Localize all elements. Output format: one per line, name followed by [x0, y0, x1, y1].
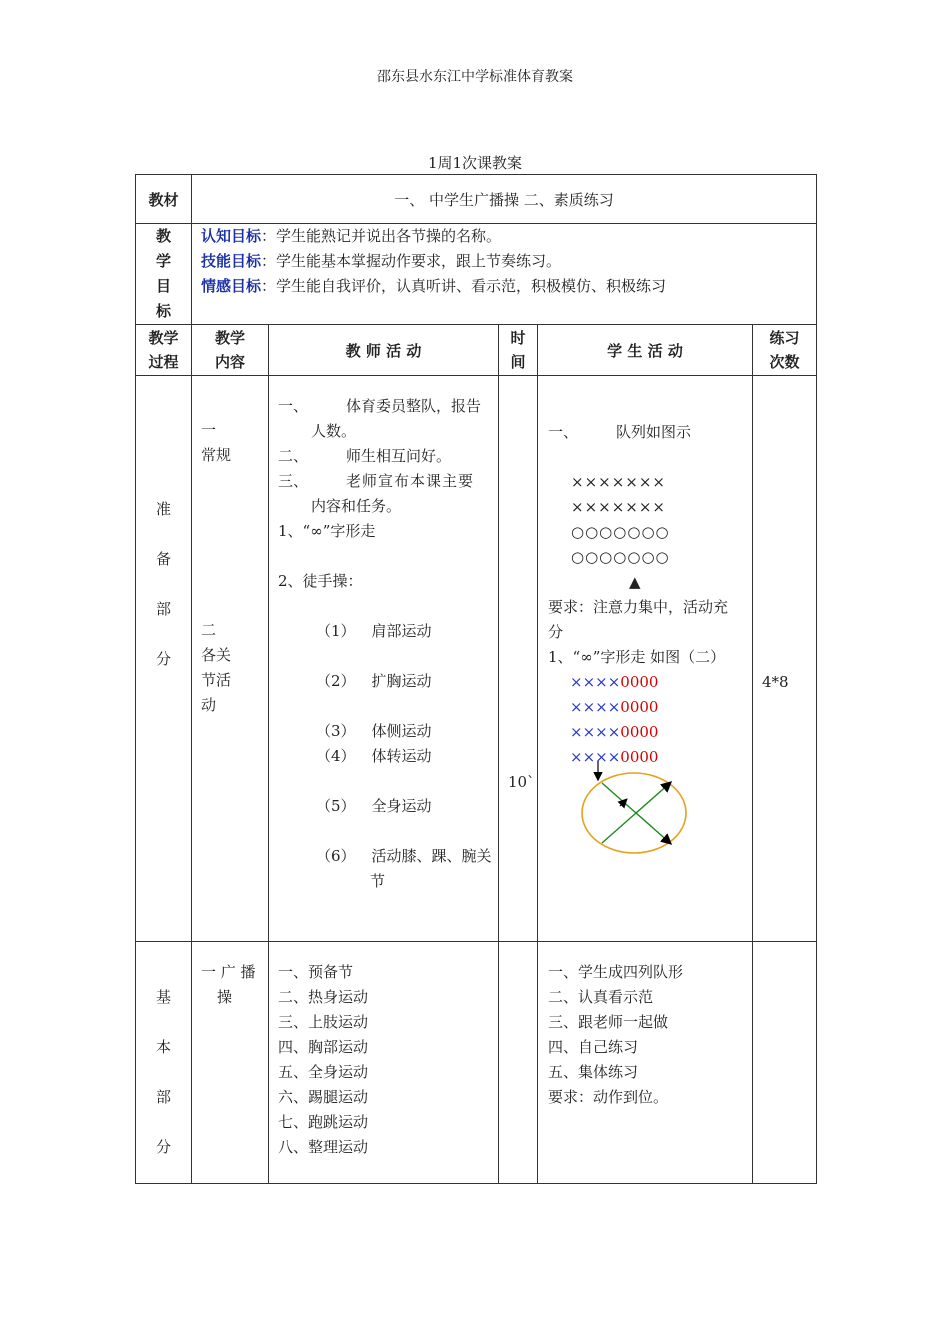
content-routine: 常规 — [201, 446, 232, 464]
list-item: 八、整理运动 — [278, 1138, 369, 1156]
list-item: 三、上肢运动 — [278, 1013, 369, 1031]
objective-cognitive: 认知目标：学生能熟记并说出各节操的名称。 — [201, 227, 502, 245]
objectives-label-char: 标 — [155, 302, 171, 320]
col-teacher: 教 师 活 动 — [269, 325, 499, 376]
prep-content: 一 常规 二 各关 节活 动 — [192, 376, 269, 942]
list-item: 四、胸部运动 — [278, 1038, 369, 1056]
prep-student-activity: 一、 队列如图示 ××××××× ××××××× ○○○○○○○ ○○○○○○○ ▲ 要求：注意力集中，活动充 分 1、“∞”字形走 如图（二） ××××0000 ××××0000 ××××0000 ××××0000 — [538, 376, 753, 942]
basic-content: 一 广 播 操 — [192, 942, 269, 1184]
material-value: 一、 中学生广播操 二、素质练习 — [192, 175, 817, 224]
objectives-label — [136, 224, 192, 325]
formation-diagram: ××××××× ××××××× ○○○○○○○ ○○○○○○○ ▲ — [571, 470, 670, 595]
material-label: 教材 — [136, 175, 192, 224]
col-time: 时 间 — [499, 325, 538, 376]
list-item: 二、认真看示范 — [548, 988, 654, 1006]
objectives-content — [192, 224, 817, 325]
list-item: 二、热身运动 — [278, 988, 369, 1006]
objectives-label-char: 学 — [155, 252, 171, 270]
col-process: 教学 过程 — [136, 325, 192, 376]
prep-time: 10` — [499, 376, 538, 942]
list-item: 六、踢腿运动 — [278, 1088, 369, 1106]
col-student: 学 生 活 动 — [538, 325, 753, 376]
basic-reps — [753, 942, 817, 1184]
list-item: 五、全身运动 — [278, 1063, 369, 1081]
figure-eight-diagram — [568, 761, 688, 861]
objective-skill: 技能目标：学生能基本掌握动作要求，跟上节奏练习。 — [201, 252, 562, 270]
prep-teacher-activity: 一、 体育委员整队，报告 人数。 二、 师生相互问好。 三、 老师宣布本课主要 内容和任务。 1、“∞”字形走 2、徒手操： （1） 肩部运动 （2） 扩胸运动 （3） 体侧运动 （4） 体转运动 （5） 全身运动 （6） 活动膝、踝、腕关 节 — [269, 376, 499, 942]
teacher-position-icon: ▲ — [629, 573, 641, 591]
objective-affective: 情感目标：学生能自我评价，认真听讲、看示范，积极模仿、积极练习 — [201, 277, 667, 295]
lesson-plan-table — [135, 174, 817, 1184]
lesson-title: 1周1次课教案 — [427, 154, 523, 172]
list-item: 三、跟老师一起做 — [548, 1013, 669, 1031]
prep-section: 准 备 部 分 — [136, 376, 192, 942]
list-item: 四、自己练习 — [548, 1038, 639, 1056]
page-header: 邵东县水东江中学标准体育教案 — [377, 69, 573, 85]
basic-student-activity — [538, 942, 753, 1184]
col-reps: 练习 次数 — [753, 325, 817, 376]
content-routine-num: 一 — [201, 421, 217, 439]
basic-time — [499, 942, 538, 1184]
list-item: 七、跑跳运动 — [278, 1113, 369, 1131]
list-item: 要求：动作到位。 — [548, 1088, 669, 1106]
col-content: 教学 内容 — [192, 325, 269, 376]
basic-teacher-activity — [269, 942, 499, 1184]
objectives-label-char: 目 — [155, 277, 171, 295]
route-ellipse — [582, 773, 686, 853]
prep-reps: 4*8 — [753, 376, 817, 942]
list-item: 一、预备节 — [278, 963, 354, 981]
objectives-label-char: 教 — [155, 227, 171, 245]
list-item: 一、学生成四列队形 — [548, 963, 684, 981]
basic-section: 基 本 部 分 — [136, 942, 192, 1184]
list-item: 五、集体练习 — [548, 1063, 639, 1081]
